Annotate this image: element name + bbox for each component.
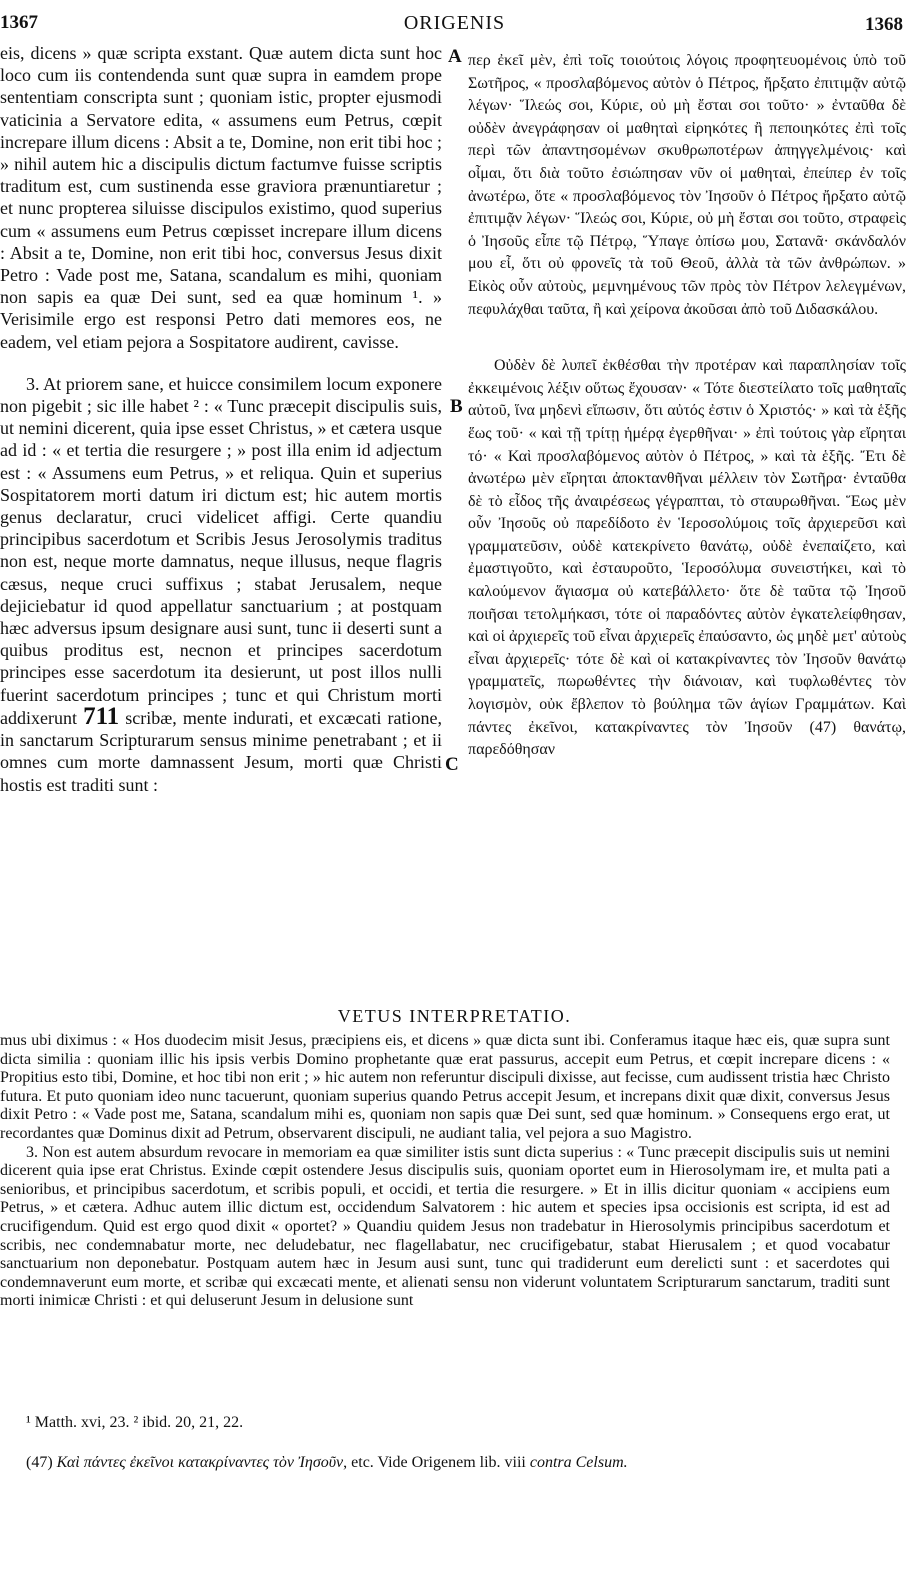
page-title: ORIGENIS: [403, 12, 506, 34]
footnote-47-greek: Καὶ πάντες ἐκεῖνοι κατακρίναντες τὸν Ἰησοῦν: [56, 1454, 344, 1471]
page-header: [0, 12, 909, 42]
footnote-47: [26, 1454, 886, 1472]
vetus-paragraph-1: mus ubi diximus : « Hos duodecim misit Jesus, præcipiens eis, et dicens » quæ dicta sunt ibi. Conferamus itaque hæc eis, quæ supra sunt dicta similia : quoniam illic his ipsis verbis Domino prophetante quæ erat passurus, accepit eum Petrus, et cœpit increpare dicens : « Propitius esto tibi, Domine, et hoc tibi non erit ; » hic autem non referuntur discipuli dixisse, aut fecisse, cum audissent tristia hæc Christo futura. Et puto quoniam ideo nunc tacuerunt, quoniam superius quando Petrus accepit Jesum, et increpans dixit quæ dixit, conversus Jesus dixit Petro : « Vade post me, Satana, scandalum mihi es, quoniam non sapis quæ Dei sunt, sed quæ hominum. » Consequens ergo erat, ut recordantes quæ Dominus dixit ad Petrum, observarent discipuli, ne audiant talia, vel pejora a suo Magistro.: [0, 1032, 890, 1142]
greek-column: [468, 50, 906, 762]
footnote-47-text: , etc. Vide Origenem lib. viii: [343, 1454, 526, 1471]
latin-paragraph-1: eis, dicens » quæ scripta exstant. Quæ autem dicta sunt hoc loco cum iis contendenda sunt quæ supra in eamdem prope sententiam conscripta sunt ; quoniam istic, propter ejusmodi vaticinia a Servatore edita, « assumens eum Petrus, cœpit increpare illum dicens : Absit a te, Domine, non erit tibi hoc ; » nihil autem hic a discipulis dictum factumve fuisse scriptis traditum est, cum sustinenda esse graviora prænuntiaretur ; et nunc propterea siluisse discipulos existimo, quod superius cum « assumens eum Petrus cœpisset increpare illum dicens : Absit a te, Domine, non erit tibi hoc, conversus Jesus dixit Petro : Vade post me, Satana, scandalum es mihi, quoniam non sapis ea quæ Dei sunt, sed ea quæ hominum ¹. » Verisimile ergo est responsi Petro dati memores eos, ne eadem, vel etiam pejora a Sospitatore audirent, cavisse.: [0, 43, 442, 352]
footnotes: [26, 1414, 886, 1472]
latin-paragraph-2: [0, 373, 442, 796]
section-marker-b: B: [450, 396, 463, 417]
latin-paragraph-2-start: 3. At priorem sane, et huicce consimilem locum exponere non pigebit ; sic ille habet ² : « Tunc præcepit discipulis suis, ut nemini dicerent, quia ipse esset Christus, » et cætera usque ad id : « et tertia die resurgere ; » post illa enim id adjectum est : « Assumens eum Petrus, » et reliqua. Quin et superius Sospitatorem morti datum iri dictum est; hic autem mortis genus declaratur, cruci videlicet affigi. Certe quandiu principibus sacerdotum et Scribis Jesus Jerosolymis traditus non est, neque morte damnatus, neque illusus, neque flagris cæsus, neque cruci suffixus ; stabat Jerusalem, neque dejiciebatur id quod appellatur sanctuarium ; at postquam hæc adversus ipsum designare ausi sunt, tunc ii deserti sunt a quibus proditus est, necnon et principes sacerdotum principes esse sacerdotum ita desierunt, ut post illos nulli fuerint sacerdotum principes ; tunc et qui Christum morti addixerunt: [0, 373, 442, 728]
column-number-711: 711: [83, 702, 120, 730]
page-number-right: 1368: [865, 14, 903, 35]
vetus-paragraph-2: 3. Non est autem absurdum revocare in memoriam ea quæ similiter istis sunt dicta superius : « Tunc præcepit discipulis suis ut nemini dicerent quia ipse erat Christus. Exinde cœpit ostendere Jesus discipulis suis, quoniam oportet eum in Hierosolymam ire, et multa pati a senioribus, et principibus sacerdotum, et scribis populi, et occidi, et tertia die resurgere. » Et in illis dicitur quoniam « accipiens eum Petrus, » et cætera. Adhuc autem illic dictum est, occidendum Salvatorem : hic autem et species ipsa occisionis est scripta, id est ad crucifigendum. Quid est ergo quod dixit « oportet? » Quandiu quidem Jesus non tradebatur in Hierosolymis principibus sacerdotum et scribis, nec condemnabatur morte, nec deludebatur, nec flagellabatur, nec crucifigebatur, stabat Hierusalem ; et quod vocabatur sanctuarium non deponebatur. Postquam autem hæc in Jesum ausi sunt, tunc qui tradiderunt eum derelicti sunt : et sacerdotes qui condemnaverunt eum morte, et scribæ qui excæcati mente, et alienati sensu non viderunt voluntatem Scripturarum sanctarum, traditi sunt morti inimicæ Christi : et qui deluserunt Jesum in delusione sunt: [0, 1143, 890, 1310]
page-number-left: 1367: [0, 12, 38, 33]
vetus-interpretatio-heading: VETUS INTERPRETATIO.: [337, 1006, 572, 1026]
latin-column: [0, 42, 442, 796]
greek-paragraph-1: περ ἐκεῖ μὲν, ἐπὶ τοῖς τοιούτοις λόγοις προφητευομένοις ὑπὸ τοῦ Σωτῆρος, « προσλαβόμενος αὐτὸν ὁ Πέτρος, ἤρξατο ἐπιτιμᾷν αὐτῷ λέγων· Ἵλεώς σοι, Κύριε, οὐ μὴ ἔσται σοι τοῦτο· » ἐνταῦθα δὲ οὐδὲν ἀνεγράφησαν οἱ μαθηταὶ εἰρηκότες ἢ πεποιηκότες ἐπὶ τοῖς περὶ τῶν ἀπαντησομένων σκυθρωποτέρων ἀπηγγελμένοις· καὶ οἶμαι, ὅτι διὰ τοῦτο ἐσιώπησαν νῦν οἱ μαθηταὶ, ἐπείπερ ἐν τοῖς ἀνωτέρω, ὅτε « προσλαβόμενος τὸν Ἰησοῦν ὁ Πέτρος ἤρξατο αὐτῷ ἐπιτιμᾷν λέγων· Ἵλεώς σοι, Κύριε, οὐ μὴ ἔσται σοι τοῦτο, στραφεὶς ὁ Ἰησοῦς εἶπε τῷ Πέτρῳ, Ὕπαγε ὀπίσω μου, Σατανᾶ· σκάνδαλόν μου εἶ, ὅτι οὐ φρονεῖς τὰ τοῦ Θεοῦ, ἀλλὰ τὰ τῶν ἀνθρώπων. » Εἰκὸς οὖν αὐτοὺς, μεμνημένους τῶν πρὸς τὸν Πέτρον λελεγμένων, πεφυλάχθαι ταῦτα, ἢ καὶ χείρονα ἀκοῦσαι ἀπὸ τοῦ Διδασκάλου.: [468, 52, 906, 318]
section-marker-a: A: [448, 46, 462, 67]
section-marker-c: C: [445, 754, 459, 775]
footnote-47-number: (47): [26, 1454, 53, 1471]
footnote-scripture-refs: ¹ Matth. xvi, 23. ² ibid. 20, 21, 22.: [26, 1414, 244, 1431]
footnote-47-work: contra Celsum.: [529, 1454, 628, 1471]
greek-paragraph-2: Οὐδὲν δὲ λυπεῖ ἐκθέσθαι τὴν προτέραν καὶ παραπλησίαν τοῖς ἐκκειμένοις λέξιν οὕτως ἔχουσαν· « Τότε διεστείλατο τοῖς μαθηταῖς αὐτοῦ, ἵνα μηδενὶ εἴπωσιν, ὅτι αὐτός ἐστιν ὁ Χριστός· » καὶ τὰ ἑξῆς ἕως τοῦ· « καὶ τῇ τρίτῃ ἡμέρᾳ ἐγερθῆναι· » ἐπὶ τούτοις γὰρ εἴρηται τό· « Καὶ προσλαβόμενος αὐτὸν ὁ Πέτρος, » καὶ τὰ ἑξῆς. Ἔτι δὲ ἀνωτέρω μὲν εἴρηται ἀποκτανθῆναι μέλλειν τὸν Σωτῆρα· ἐνταῦθα δὲ τὸ εἶδος τῆς ἀναιρέσεως γέγραπται, τὸ σταυρωθῆναι. Ἕως μὲν οὖν Ἰησοῦς οὐ παρεδίδοτο ἐν Ἱεροσολύμοις τοῖς ἀρχιερεῦσι καὶ γραμματεῦσιν, οὐδὲ κατεκρίνετο θανάτῳ, οὐδὲ ἐνεπαίζετο, καὶ ἐμαστιγοῦτο, καὶ ἐσταυροῦτο, Ἱεροσόλυμα συνειστήκει, καὶ τὸ καλούμενον ἅγιασμα οὐ κατεβάλλετο· ὅτε δὲ ταῦτα τῷ Ἰησοῦ ποιῆσαι τετολμήκασι, τότε οἱ παραδόντες αὐτὸν ἐγκατελείφθησαν, καὶ οἱ ἀρχιερεῖς τοῦ εἶναι ἀρχιερεῖς ἐπαύσαντο, ὡς μηδὲ μετ' αὐτοὺς εἶναι ἀρχιερεῖς· τότε δὲ καὶ οἱ κατακρίναντες τὸν Ἰησοῦν θανάτῳ γραμματεῖς, πωρωθέντες τὴν διάνοιαν, καὶ τυφλωθέντες τὸν λογισμὸν, οὐκ ἔβλεπον τὸ βούλημα τῶν ἁγίων Γραμμάτων. Καὶ πάντες ἐκεῖνοι, κατακρίναντες τὸν Ἰησοῦν (47) θανάτῳ, παρεδόθησαν: [468, 357, 906, 759]
vetus-interpretatio-text: [0, 1032, 890, 1311]
latin-paragraph-2-end: scribæ, mente indurati, et excæcati ratione, in sanctarum Scripturarum sensus minime penetrabant ; et ii omnes cum morte damnassent Jesum, morti quæ Christi hostis est traditi sunt :: [0, 707, 443, 795]
